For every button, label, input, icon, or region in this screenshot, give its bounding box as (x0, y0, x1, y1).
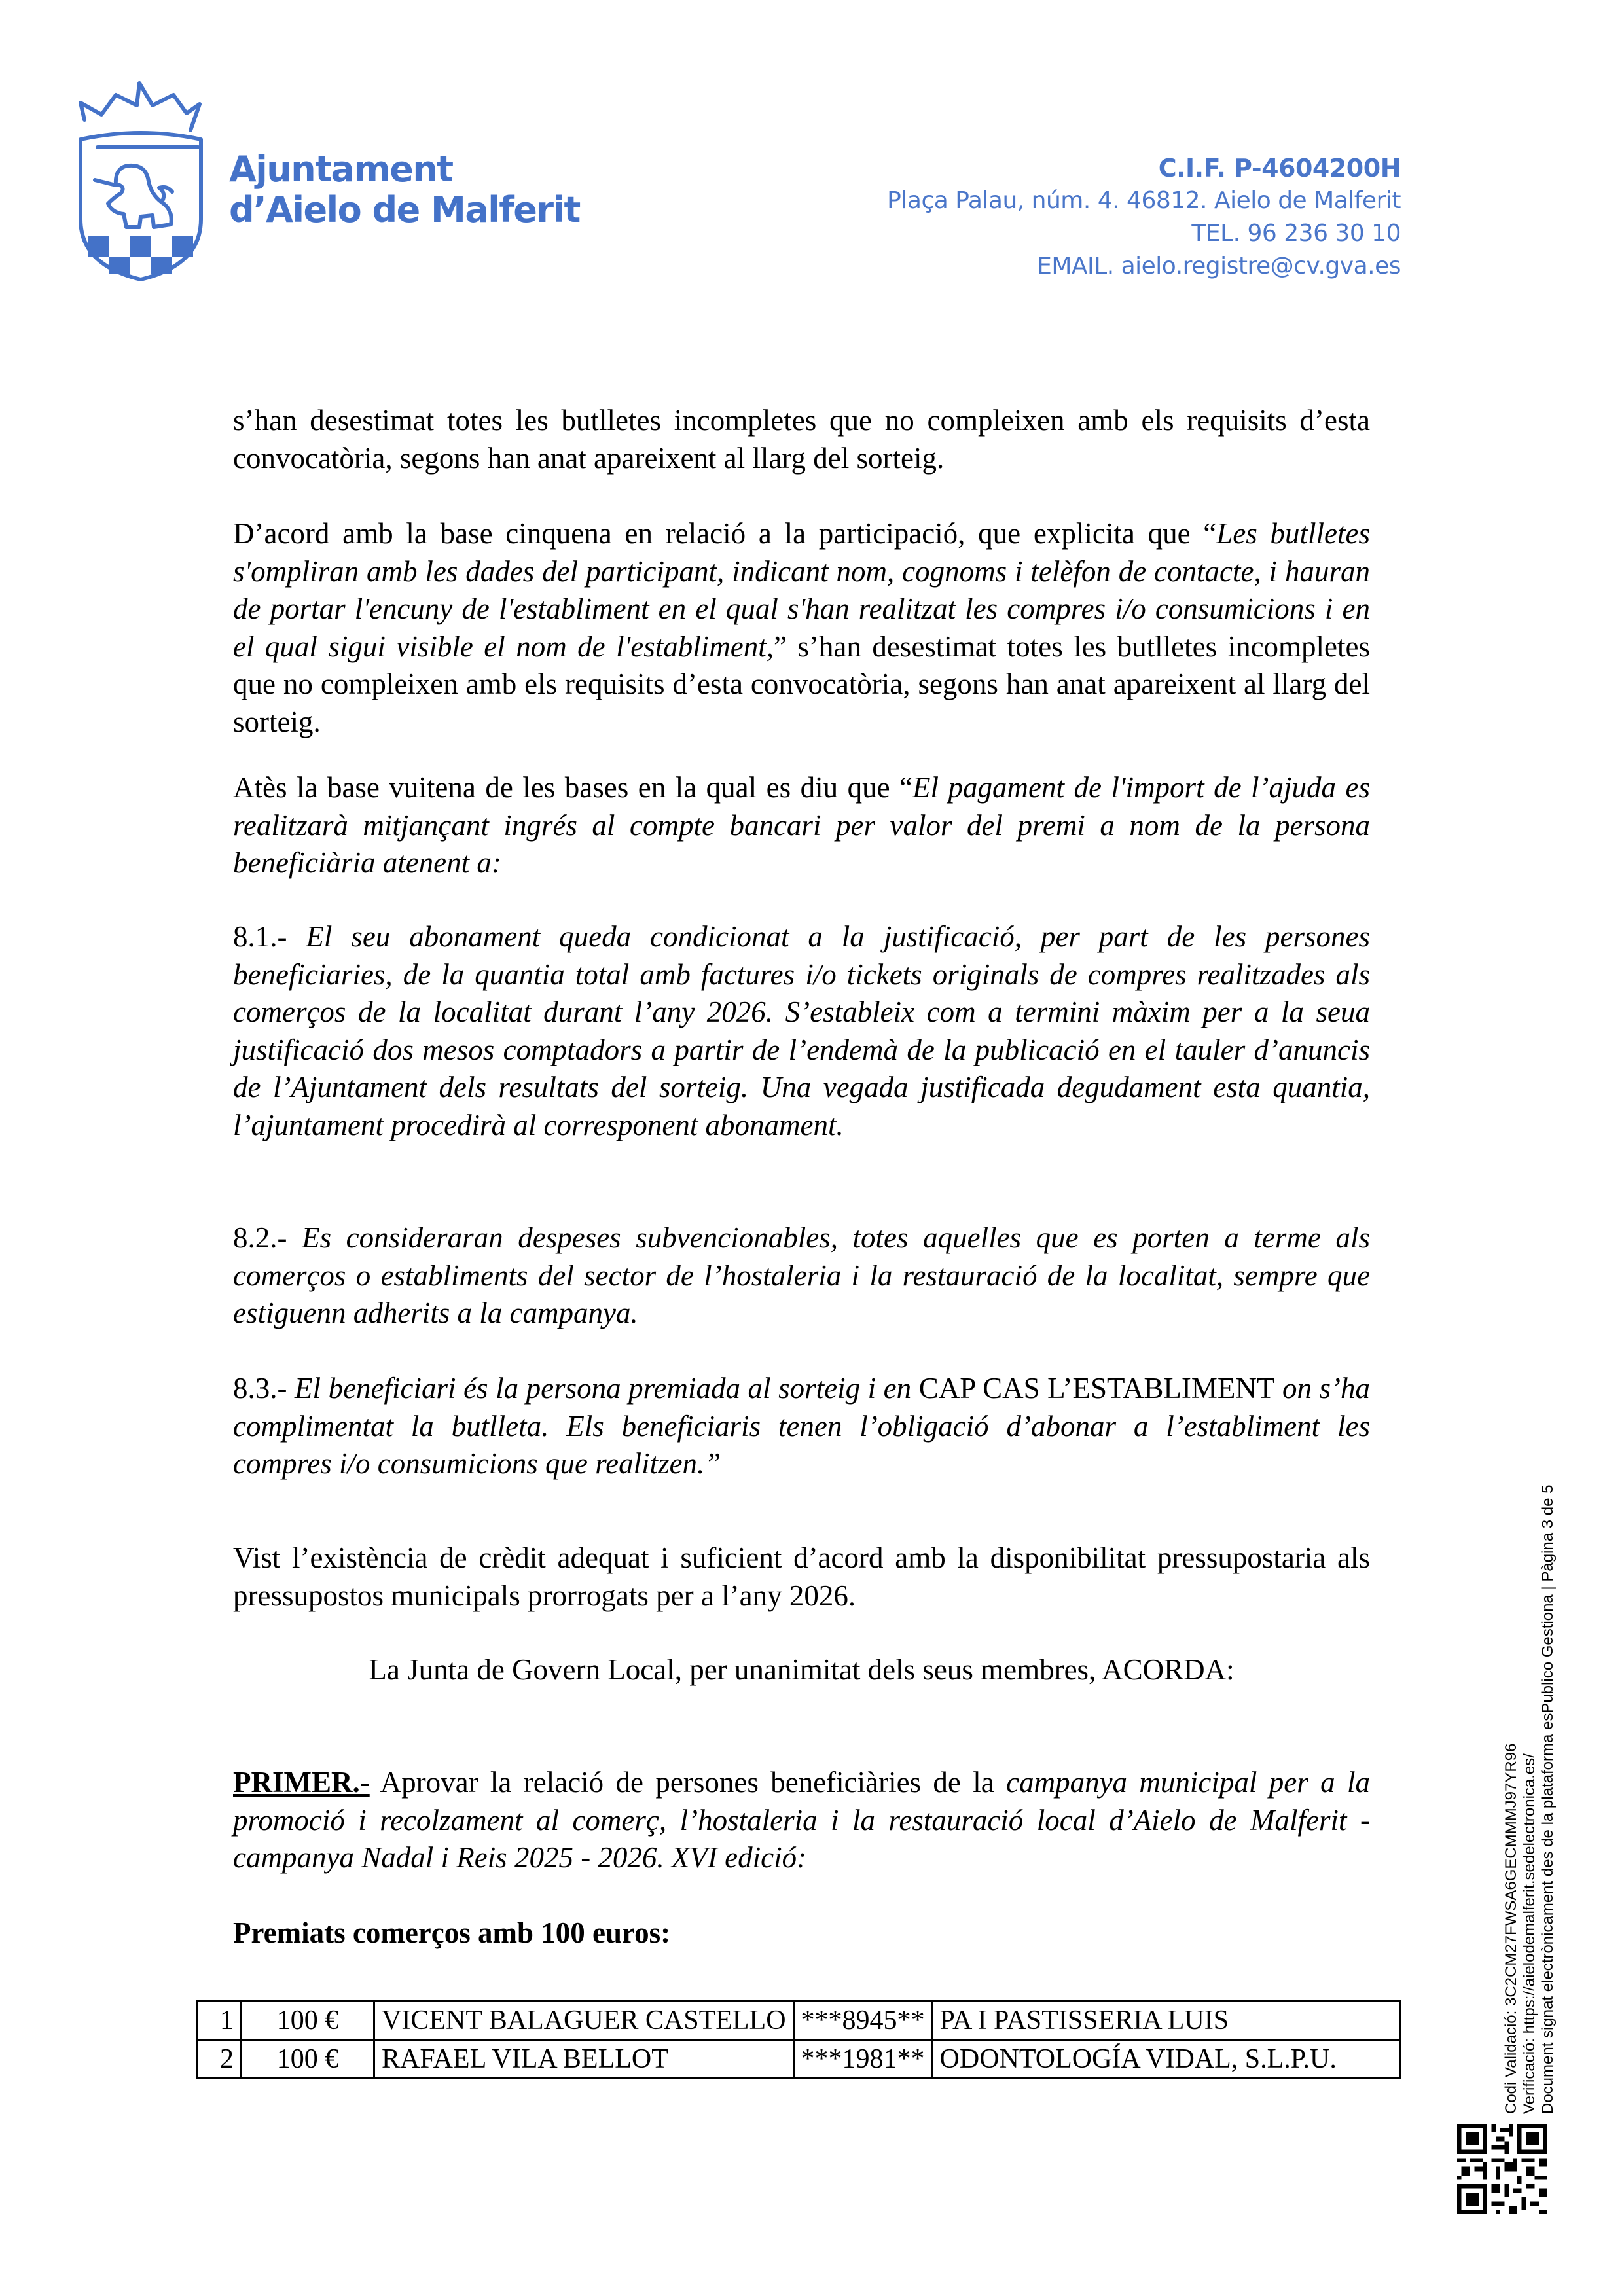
organization-name-line2: d’Aielo de Malferit (229, 189, 580, 230)
establishment-name: PA I PASTISSERIA LUIS (932, 2001, 1399, 2040)
email: EMAIL. aielo.registre@cv.gva.es (1037, 253, 1401, 279)
clause-text: El seu abonament queda condicionat a la justificació, per part de les persones beneficiaries, de la quantia total amb factures i/o tickets originals de compres realitzades als comerços de la localitat durant l’any 2026. S’estableix com a termini màxim per a la seua justificació dos mesos comptadors a partir de l’endemà de la publicació en el tauler d’anuncis de l’Ajuntament dels resultats del sorteig. Una vegada justificada degudament esta quantia, l’ajuntament procedirà al corresponent abonament. (233, 920, 1370, 1141)
clause-text: on s’ha complimentat la butlleta. Els beneficiaris tenen l’obligació d’abonar a l’establiment les compres i/o consumicions que realitzen.” (233, 1372, 1370, 1480)
contact-block (887, 152, 1401, 283)
table-row (198, 2001, 1400, 2040)
cif-number: C.I.F. P-4604200H (1158, 154, 1401, 183)
verification-url[interactable]: Verificació: https://aielodemalferit.sedelectronica.es/ (1521, 1753, 1538, 2114)
organization-name-line1: Ajuntament (229, 149, 453, 190)
paragraph-base-cinquena (233, 515, 1370, 741)
municipal-crest-logo (75, 75, 206, 285)
address: Plaça Palau, núm. 4. 46812. Aielo de Malferit (887, 187, 1401, 214)
establishment-name: ODONTOLOGÍA VIDAL, S.L.P.U. (932, 2040, 1399, 2079)
phone: TEL. 96 236 30 10 (1191, 220, 1401, 247)
paragraph-outro: ” s’han desestimat totes les butlletes incompletes que no compleixen amb els requisits d’esta convocatòria, segons han anat apareixent al llarg del sorteig. (233, 630, 1371, 738)
paragraph-intro: D’acord amb la base cinquena en relació a la participació, que explicita que “ (233, 517, 1217, 550)
winner-id: ***1981** (793, 2040, 932, 2079)
clause-label: 8.1.- (233, 920, 306, 953)
paragraph-intro: Atès la base vuitena de les bases en la qual es diu que “ (233, 771, 913, 804)
winner-id: ***8945** (793, 2001, 932, 2040)
clause-caps-text: CAP CAS L’ESTABLIMENT (918, 1372, 1275, 1405)
campaign-name: campanya municipal per a la promoció i recolzament al comerç, l’hostaleria i la restauració local d’Aielo de Malferit - campanya Nadal i Reis 2025 - 2026. XVI edició: (233, 1766, 1370, 1874)
clause-text: Es consideraran despeses subvencionables, totes aquelles que es porten a terme als comerços o establiments del sector de l’hostaleria i la restauració de la localitat, sempre que estiguenn adherits a la campanya. (233, 1221, 1370, 1329)
resolution-primer (233, 1764, 1370, 1877)
validation-code: Codi Validació: 3C2CM27FWSA6GECMMMJ97YR96 (1502, 1743, 1520, 2114)
prize-winners-table (196, 2000, 1401, 2079)
signature-platform-page: Document signat electrònicament des de la plataforma esPublico Gestiona | Pàgina 3 de 5 (1539, 1484, 1557, 2114)
clause-text: El beneficiari és la persona premiada al sorteig i en (295, 1372, 919, 1405)
electronic-signature-info (1502, 1485, 1557, 2114)
row-number: 2 (198, 2040, 242, 2079)
prize-amount: 100 € (242, 2001, 374, 2040)
paragraph-credit-availability: Vist l’existència de crèdit adequat i suficient d’acord amb la disponibilitat pressupostaria als pressupostos municipals prorrogats per a l’any 2026. (233, 1541, 1370, 1612)
paragraph-rejected-ballots: s’han desestimat totes les butlletes incompletes que no compleixen amb els requisits d’esta convocatòria, segons han anat apareixent al llarg del sorteig. (233, 404, 1370, 475)
paragraph-base-vuitena (233, 769, 1370, 882)
prize-amount: 100 € (242, 2040, 374, 2079)
clause-label: 8.2.- (233, 1221, 302, 1254)
clause-label: 8.3.- (233, 1372, 295, 1405)
clause-8-2 (233, 1219, 1370, 1333)
agreement-statement: La Junta de Govern Local, per unanimitat dels seus membres, ACORDA: (369, 1653, 1235, 1686)
organization-name (229, 149, 580, 230)
prize-subheading: Premiats comerços amb 100 euros: (233, 1916, 671, 1949)
resolution-label: PRIMER.- (233, 1766, 370, 1799)
qr-code-icon[interactable] (1457, 2124, 1547, 2214)
winner-name: VICENT BALAGUER CASTELLO (374, 2001, 794, 2040)
table-row (198, 2040, 1400, 2079)
clause-8-3 (233, 1370, 1370, 1483)
row-number: 1 (198, 2001, 242, 2040)
quoted-base-text: Les butlletes s'ompliran amb les dades del participant, indicant nom, cognoms i telèfon de contacte, i hauran de portar l'encuny de l'establiment en el qual s'han realitzat les compres i/o consumicions i en el qual sigui visible el nom de l'establiment, (233, 517, 1370, 663)
winner-name: RAFAEL VILA BELLOT (374, 2040, 794, 2079)
resolution-text: Aprovar la relació de persones beneficiàries de la (369, 1766, 1007, 1799)
quoted-base-text: El pagament de l'import de l’ajuda es realitzarà mitjançant ingrés al compte bancari per valor del premi a nom de la persona beneficiària atenent a: (233, 771, 1370, 879)
clause-8-1 (233, 918, 1370, 1144)
